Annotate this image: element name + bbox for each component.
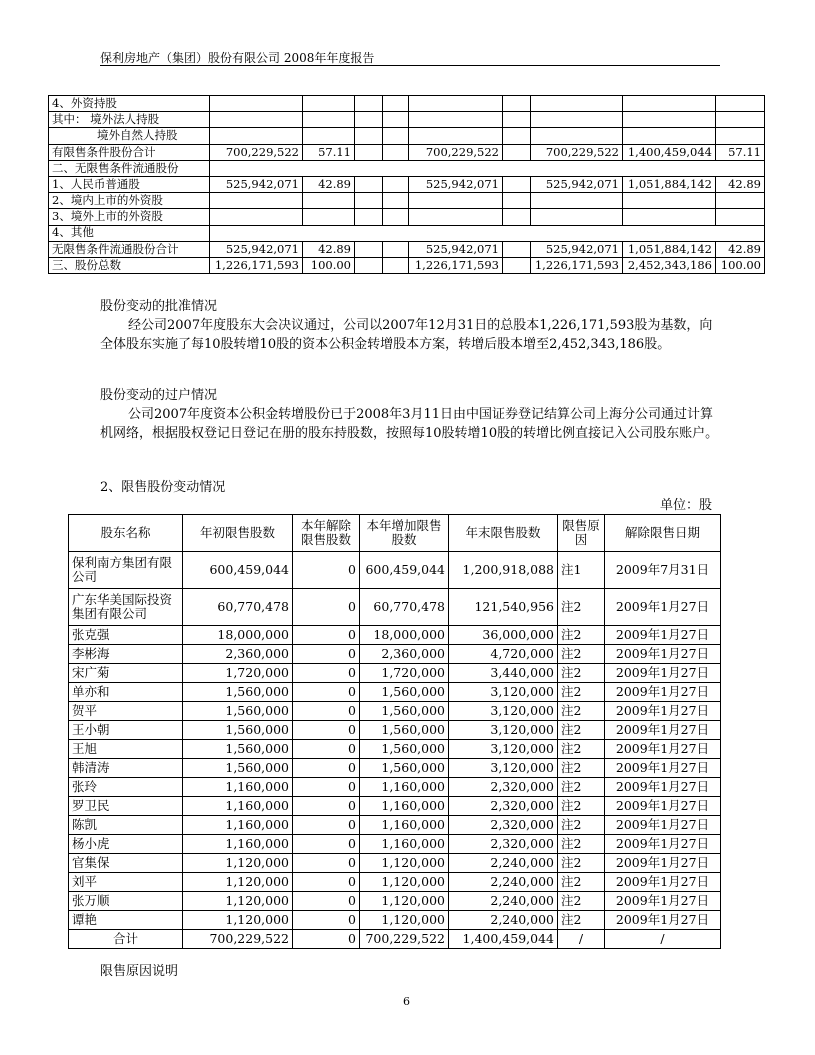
table-cell	[623, 128, 716, 144]
table-cell	[355, 257, 383, 273]
table-cell	[503, 209, 531, 225]
table-cell: 1,400,459,044	[623, 144, 716, 160]
table-cell: 1,400,459,044	[449, 930, 558, 949]
table-cell: 3,440,000	[449, 664, 558, 683]
table-cell	[531, 96, 623, 112]
table-cell	[383, 176, 409, 192]
table-cell: 1,160,000	[183, 797, 293, 816]
table-cell: 0	[293, 664, 360, 683]
table-cell: 2,360,000	[360, 645, 449, 664]
table-cell	[623, 112, 716, 128]
table-cell: 2009年1月27日	[605, 778, 721, 797]
table-cell: 注2	[558, 835, 605, 854]
table-cell: 2009年1月27日	[605, 835, 721, 854]
table-cell: 3,120,000	[449, 721, 558, 740]
table-cell: 0	[293, 645, 360, 664]
column-header: 限售原因	[558, 515, 605, 552]
table-cell: 0	[293, 740, 360, 759]
table-cell	[355, 112, 383, 128]
table-cell	[531, 193, 623, 209]
table-cell: 1,560,000	[360, 740, 449, 759]
approval-title: 股份变动的批准情况	[100, 299, 218, 314]
table-cell: 0	[293, 626, 360, 645]
table-cell: 2009年1月27日	[605, 873, 721, 892]
table-cell: 1,560,000	[360, 702, 449, 721]
table-cell: 57.11	[303, 144, 355, 160]
table-cell: 60,770,478	[183, 589, 293, 626]
table-cell	[503, 193, 531, 209]
table-cell	[409, 193, 503, 209]
table-cell: 1,160,000	[183, 835, 293, 854]
table-cell: 4,720,000	[449, 645, 558, 664]
table-cell	[355, 176, 383, 192]
table-cell: 2009年1月27日	[605, 816, 721, 835]
table-cell: 注2	[558, 721, 605, 740]
table-cell: /	[605, 930, 721, 949]
table-cell: 刘平	[69, 873, 183, 892]
table-cell: 杨小虎	[69, 835, 183, 854]
table-cell: 42.89	[303, 241, 355, 257]
table-cell: 注2	[558, 702, 605, 721]
table-cell: 2009年1月27日	[605, 645, 721, 664]
table-cell: 注2	[558, 759, 605, 778]
table-cell: 0	[293, 721, 360, 740]
table-cell	[210, 209, 303, 225]
table-cell: 2009年1月27日	[605, 797, 721, 816]
table-cell: 1,560,000	[183, 759, 293, 778]
table-cell: 100.00	[716, 257, 765, 273]
table-cell: 1,720,000	[360, 664, 449, 683]
table-cell: 1,120,000	[183, 892, 293, 911]
table-cell: 保利南方集团有限公司	[69, 552, 183, 589]
table-cell	[531, 128, 623, 144]
table-cell: 1,226,171,593	[210, 257, 303, 273]
table-cell: 525,942,071	[531, 176, 623, 192]
table-cell: 36,000,000	[449, 626, 558, 645]
table-cell	[210, 160, 765, 176]
table-cell: 官集保	[69, 854, 183, 873]
table-cell: 0	[293, 835, 360, 854]
table-cell	[409, 96, 503, 112]
table-cell: 2009年1月27日	[605, 892, 721, 911]
table-cell: 陈凯	[69, 816, 183, 835]
table-cell	[303, 112, 355, 128]
table-cell: 1,560,000	[183, 683, 293, 702]
table-cell: 525,942,071	[531, 241, 623, 257]
table-cell	[355, 144, 383, 160]
table-cell: 1,120,000	[360, 892, 449, 911]
column-header: 年末限售股数	[449, 515, 558, 552]
approval-body: 经公司2007年度股东大会决议通过，公司以2007年12月31日的总股本1,226,171,593股为基数，向全体股东实施了每10股转增10股的资本公积金转增股本方案，转增后股本增至2,452,343,186股。	[100, 318, 713, 352]
table-cell: 宋广菊	[69, 664, 183, 683]
table-cell	[303, 128, 355, 144]
table-cell: 王小朝	[69, 721, 183, 740]
table-cell: 2,240,000	[449, 854, 558, 873]
table-cell: 1,051,884,142	[623, 176, 716, 192]
table-row	[49, 225, 765, 241]
table-cell	[210, 112, 303, 128]
table-cell: 700,229,522	[360, 930, 449, 949]
table-row	[49, 96, 765, 112]
table-cell: 0	[293, 911, 360, 930]
table-cell	[409, 209, 503, 225]
table-cell: 2,240,000	[449, 873, 558, 892]
transfer-title: 股份变动的过户情况	[100, 388, 218, 403]
table-row	[69, 873, 721, 892]
table-cell: 2009年1月27日	[605, 759, 721, 778]
table-row	[69, 645, 721, 664]
table-cell: 42.89	[716, 241, 765, 257]
table-row	[49, 257, 765, 273]
table-cell: 2、境内上市的外资股	[49, 193, 210, 209]
table-cell: 3、境外上市的外资股	[49, 209, 210, 225]
table-cell: 0	[293, 797, 360, 816]
table-cell	[303, 209, 355, 225]
table-cell	[383, 128, 409, 144]
page-header: 保利房地产（集团）股份有限公司 2008年年度报告	[100, 51, 375, 65]
table-cell: 0	[293, 702, 360, 721]
table-cell: 1,160,000	[360, 778, 449, 797]
table-cell: 有限售条件股份合计	[49, 144, 210, 160]
table-cell: 700,229,522	[531, 144, 623, 160]
table-cell	[716, 128, 765, 144]
table-row	[49, 176, 765, 192]
column-header: 年初限售股数	[183, 515, 293, 552]
table-cell: 3,120,000	[449, 740, 558, 759]
table-cell: 1,120,000	[183, 873, 293, 892]
table-cell: 注2	[558, 740, 605, 759]
table-cell: 2,240,000	[449, 892, 558, 911]
table-cell: 1,120,000	[360, 873, 449, 892]
section-title: 2、限售股份变动情况	[100, 480, 226, 495]
table-cell: 3,120,000	[449, 683, 558, 702]
table-cell: 525,942,071	[210, 241, 303, 257]
table-cell: 525,942,071	[409, 241, 503, 257]
table-cell: 1,226,171,593	[409, 257, 503, 273]
table-cell: 1,120,000	[183, 854, 293, 873]
table-cell	[355, 209, 383, 225]
table-row	[69, 930, 721, 949]
table-cell	[623, 209, 716, 225]
table-cell: 1,560,000	[183, 721, 293, 740]
table-cell: 2009年1月27日	[605, 626, 721, 645]
table-cell: 2009年1月27日	[605, 911, 721, 930]
table-cell: 1,160,000	[183, 816, 293, 835]
table-cell: 4、外资持股	[49, 96, 210, 112]
table-cell	[503, 112, 531, 128]
table-row	[69, 552, 721, 589]
table-cell	[716, 112, 765, 128]
footnote-title: 限售原因说明	[100, 964, 179, 979]
table-cell: 2009年1月27日	[605, 854, 721, 873]
table-cell: 3,120,000	[449, 702, 558, 721]
column-header: 股东名称	[69, 515, 183, 552]
table-cell	[355, 241, 383, 257]
table-row	[49, 193, 765, 209]
table-cell: 42.89	[303, 176, 355, 192]
table-cell: 1,160,000	[183, 778, 293, 797]
table-row	[69, 854, 721, 873]
table-cell: 三、股份总数	[49, 257, 210, 273]
table-cell: 2,360,000	[183, 645, 293, 664]
column-header: 本年解除限售股数	[293, 515, 360, 552]
table-cell	[355, 128, 383, 144]
table-cell: 1、人民币普通股	[49, 176, 210, 192]
table-cell: 18,000,000	[183, 626, 293, 645]
table-row	[69, 911, 721, 930]
table-row	[49, 144, 765, 160]
table-cell: 0	[293, 778, 360, 797]
table-cell: 0	[293, 854, 360, 873]
column-header: 解除限售日期	[605, 515, 721, 552]
table-cell: 2009年1月27日	[605, 683, 721, 702]
table-cell	[503, 144, 531, 160]
table-cell	[355, 193, 383, 209]
table-cell: 注2	[558, 626, 605, 645]
table-cell: 1,051,884,142	[623, 241, 716, 257]
table-cell: 注2	[558, 873, 605, 892]
table-cell	[303, 193, 355, 209]
table-cell	[383, 257, 409, 273]
table-cell: 贺平	[69, 702, 183, 721]
table-cell: 张万顺	[69, 892, 183, 911]
table-cell: 李彬海	[69, 645, 183, 664]
table-cell	[383, 241, 409, 257]
table-cell: 韩清涛	[69, 759, 183, 778]
table-cell: 525,942,071	[409, 176, 503, 192]
table-cell: 注2	[558, 683, 605, 702]
table-cell: 0	[293, 930, 360, 949]
table-cell	[503, 257, 531, 273]
table-cell: 2009年1月27日	[605, 721, 721, 740]
table-cell: 罗卫民	[69, 797, 183, 816]
table-row	[69, 778, 721, 797]
table-row	[69, 702, 721, 721]
table-cell: 1,560,000	[360, 721, 449, 740]
table-cell: 0	[293, 816, 360, 835]
table-cell: 2,320,000	[449, 835, 558, 854]
table-cell: 境外自然人持股	[49, 128, 210, 144]
table-cell	[210, 128, 303, 144]
table-cell: 张玲	[69, 778, 183, 797]
table-cell: 700,229,522	[210, 144, 303, 160]
page-number: 6	[403, 995, 410, 1008]
table-cell: /	[558, 930, 605, 949]
table-cell: 0	[293, 683, 360, 702]
table-row	[49, 128, 765, 144]
header-rule	[100, 65, 720, 66]
table-cell: 0	[293, 552, 360, 589]
table-cell: 注2	[558, 911, 605, 930]
table-cell: 0	[293, 892, 360, 911]
table-cell: 2009年7月31日	[605, 552, 721, 589]
table-cell: 57.11	[716, 144, 765, 160]
table-cell: 1,200,918,088	[449, 552, 558, 589]
table-cell	[503, 96, 531, 112]
table-row	[69, 664, 721, 683]
table-cell: 广东华美国际投资集团有限公司	[69, 589, 183, 626]
table-cell	[623, 193, 716, 209]
table-row	[49, 112, 765, 128]
table-row	[69, 589, 721, 626]
table-row	[69, 816, 721, 835]
table-cell: 注2	[558, 816, 605, 835]
table-cell	[409, 128, 503, 144]
table-cell	[716, 96, 765, 112]
table-cell: 2,452,343,186	[623, 257, 716, 273]
table-cell: 合计	[69, 930, 183, 949]
table-row	[69, 683, 721, 702]
table-row	[49, 241, 765, 257]
table-cell: 1,720,000	[183, 664, 293, 683]
table-cell	[383, 193, 409, 209]
table-cell: 42.89	[716, 176, 765, 192]
table-cell: 600,459,044	[183, 552, 293, 589]
table-cell	[531, 209, 623, 225]
table-cell: 1,160,000	[360, 797, 449, 816]
table-cell	[716, 209, 765, 225]
unit-label: 单位：股	[660, 498, 713, 513]
table-cell: 121,540,956	[449, 589, 558, 626]
table-cell: 谭艳	[69, 911, 183, 930]
table-cell: 2,320,000	[449, 816, 558, 835]
table-cell: 2,320,000	[449, 778, 558, 797]
table-cell	[210, 193, 303, 209]
table-row	[69, 740, 721, 759]
table-cell: 注2	[558, 664, 605, 683]
table-cell	[383, 96, 409, 112]
table-cell	[623, 96, 716, 112]
table-cell	[409, 112, 503, 128]
table-cell	[210, 96, 303, 112]
table-cell: 单亦和	[69, 683, 183, 702]
table-cell	[303, 96, 355, 112]
table-cell: 无限售条件流通股份合计	[49, 241, 210, 257]
table-cell: 1,560,000	[183, 740, 293, 759]
table-cell: 100.00	[303, 257, 355, 273]
table-cell: 18,000,000	[360, 626, 449, 645]
table-cell	[503, 241, 531, 257]
table-cell: 1,160,000	[360, 816, 449, 835]
table-cell: 2009年1月27日	[605, 589, 721, 626]
table-cell: 0	[293, 873, 360, 892]
table-cell: 注2	[558, 892, 605, 911]
table-cell: 注2	[558, 797, 605, 816]
table-cell: 700,229,522	[183, 930, 293, 949]
table-cell: 1,560,000	[360, 759, 449, 778]
table-cell	[210, 225, 765, 241]
table-cell: 王旭	[69, 740, 183, 759]
table-cell: 注2	[558, 778, 605, 797]
table-cell: 其中： 境外法人持股	[49, 112, 210, 128]
table-cell: 1,560,000	[183, 702, 293, 721]
table-cell: 二、无限售条件流通股份	[49, 160, 210, 176]
table-row	[69, 759, 721, 778]
transfer-body: 公司2007年度资本公积金转增股份已于2008年3月11日由中国证券登记结算公司上海分公司通过计算机网络，根据股权登记日登记在册的股东持股数，按照每10股转增10股的转增比例直接记入公司股东账户。	[100, 407, 719, 441]
column-header: 本年增加限售股数	[360, 515, 449, 552]
table-cell	[383, 144, 409, 160]
table-cell: 4、其他	[49, 225, 210, 241]
table-row	[69, 892, 721, 911]
table-row	[69, 797, 721, 816]
table-cell: 注1	[558, 552, 605, 589]
table-row	[69, 626, 721, 645]
table-row	[49, 160, 765, 176]
share-structure-table	[48, 95, 765, 274]
table-cell: 3,120,000	[449, 759, 558, 778]
table-cell	[383, 209, 409, 225]
table-cell: 1,120,000	[360, 911, 449, 930]
table-cell: 2009年1月27日	[605, 740, 721, 759]
table-cell: 0	[293, 589, 360, 626]
table-cell: 2,240,000	[449, 911, 558, 930]
table-cell	[531, 112, 623, 128]
table-cell: 1,120,000	[183, 911, 293, 930]
table-cell	[503, 128, 531, 144]
table-row	[69, 721, 721, 740]
table-cell: 600,459,044	[360, 552, 449, 589]
table-cell: 2009年1月27日	[605, 664, 721, 683]
table-cell: 注2	[558, 589, 605, 626]
table-cell: 张克强	[69, 626, 183, 645]
table-cell: 注2	[558, 854, 605, 873]
table-cell: 0	[293, 759, 360, 778]
table-cell: 1,560,000	[360, 683, 449, 702]
table-cell: 2,320,000	[449, 797, 558, 816]
table-cell	[383, 112, 409, 128]
table-cell: 注2	[558, 645, 605, 664]
table-cell	[503, 176, 531, 192]
table-cell	[355, 96, 383, 112]
table-cell: 60,770,478	[360, 589, 449, 626]
table-cell: 525,942,071	[210, 176, 303, 192]
table-row	[69, 835, 721, 854]
table-cell: 1,120,000	[360, 854, 449, 873]
restricted-shares-table	[68, 514, 721, 949]
header-row	[69, 515, 721, 552]
table-cell: 2009年1月27日	[605, 702, 721, 721]
table-cell: 1,226,171,593	[531, 257, 623, 273]
table-row	[49, 209, 765, 225]
table-cell	[716, 193, 765, 209]
table-cell: 700,229,522	[409, 144, 503, 160]
table-cell: 1,160,000	[360, 835, 449, 854]
